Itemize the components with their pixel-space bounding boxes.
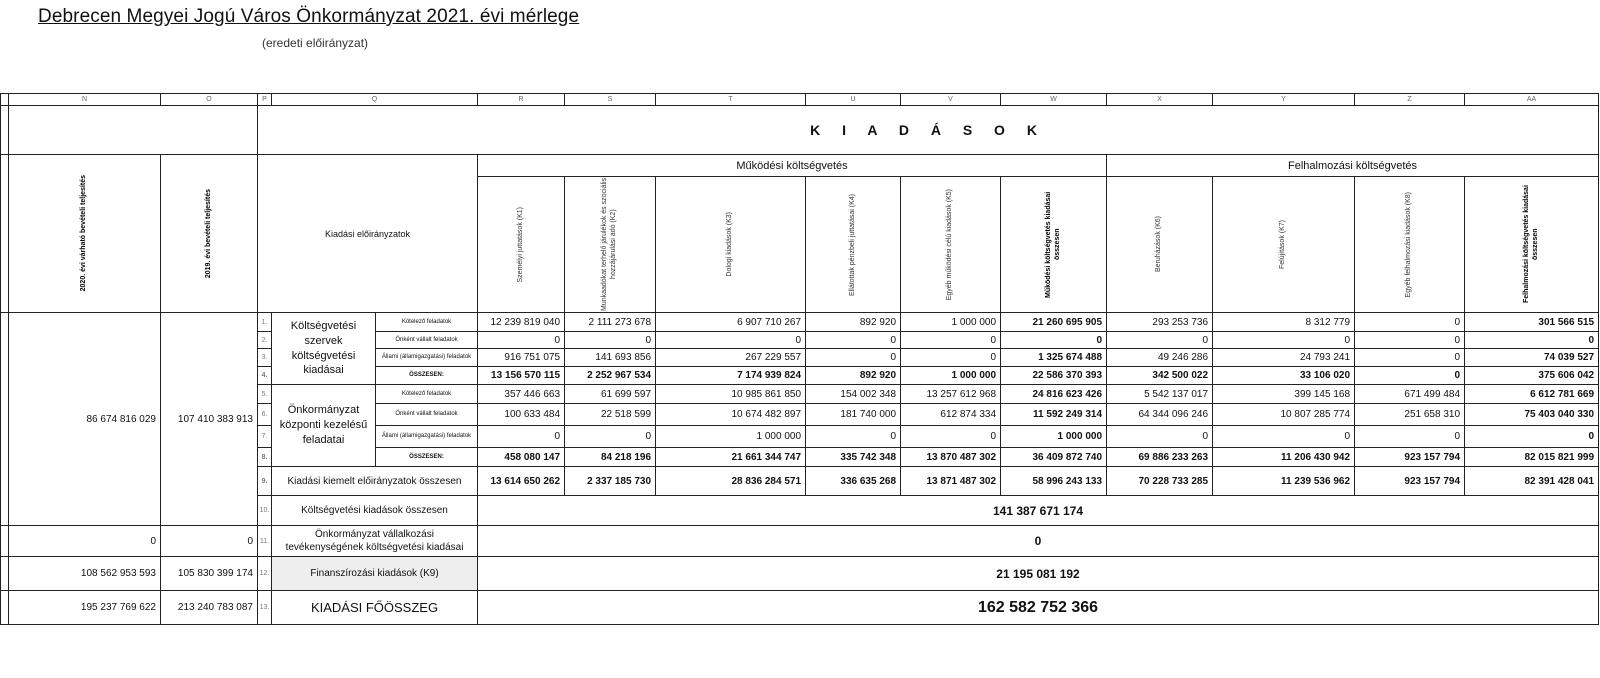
row-label: Kötelező feladatok	[376, 385, 478, 404]
budget-group-header-row	[1, 155, 1599, 177]
cell-k1: 357 446 663	[478, 385, 565, 404]
cell-mk: 11 592 249 314	[1001, 404, 1107, 426]
cell-k3: 6 907 710 267	[656, 313, 806, 332]
left-2019-value: 213 240 783 087	[161, 591, 258, 625]
cell-mk: 21 260 695 905	[1001, 313, 1107, 332]
row-number: 5.	[258, 385, 272, 404]
left-2019-value: 0	[161, 526, 258, 557]
col-letter: P	[258, 94, 272, 106]
cell-k8: 0	[1355, 367, 1465, 385]
cell-mk: 1 000 000	[1001, 426, 1107, 448]
col-2019-header: 2019. évi bevételi teljesítés	[161, 155, 258, 313]
cell-fk: 0	[1465, 332, 1599, 349]
cell-k6: 0	[1107, 332, 1213, 349]
felhalmozasi-header: Felhalmozási költségvetés	[1107, 155, 1599, 177]
cell-k7: 0	[1213, 332, 1355, 349]
group-koltsegvetesi-szervek: Költségvetési szervek költségvetési kiadásai	[272, 313, 376, 385]
cell-k4: 154 002 348	[806, 385, 901, 404]
grand-total-value: 162 582 752 366	[478, 591, 1599, 625]
k2-header: Munkaadókat terhelő járulékok és szociális hozzájárulási adó (K2)	[565, 177, 656, 313]
col-letter: Q	[272, 94, 478, 106]
cell-k1: 13 614 650 262	[478, 467, 565, 496]
cell-k3: 10 674 482 897	[656, 404, 806, 426]
cell-k2: 22 518 599	[565, 404, 656, 426]
cell-k4: 0	[806, 426, 901, 448]
cell-mk: 58 996 243 133	[1001, 467, 1107, 496]
cell-fk: 6 612 781 669	[1465, 385, 1599, 404]
cell-k8: 0	[1355, 426, 1465, 448]
left-2020-value: 0	[9, 526, 161, 557]
cell-k4: 336 635 268	[806, 467, 901, 496]
row-label: Önként vállalt feladatok	[376, 404, 478, 426]
cell-k4: 181 740 000	[806, 404, 901, 426]
row-label: ÖSSZESEN:	[376, 367, 478, 385]
cell-k2: 141 693 856	[565, 349, 656, 367]
row-number: 11.	[258, 526, 272, 557]
cell-k5: 13 257 612 968	[901, 385, 1001, 404]
k8-header: Egyéb felhalmozási kiadások (K8)	[1355, 177, 1465, 313]
k3-header: Dologi kiadások (K3)	[656, 177, 806, 313]
row-number: 7.	[258, 426, 272, 448]
left-2020-value: 195 237 769 622	[9, 591, 161, 625]
cell-mk: 0	[1001, 332, 1107, 349]
row-label: Finanszírozási kiadások (K9)	[272, 557, 478, 591]
cell-k1: 0	[478, 426, 565, 448]
col-letter: S	[565, 94, 656, 106]
cell-k4: 0	[806, 332, 901, 349]
table-row	[1, 313, 1599, 332]
group-onkormanyzat: Önkormányzat központi kezelésű feladatai	[272, 385, 376, 467]
cell-k2: 84 218 196	[565, 448, 656, 467]
table-row-total	[1, 557, 1599, 591]
col-letter: Y	[1213, 94, 1355, 106]
kiadasok-heading: K I A D Á S O K	[258, 106, 1599, 155]
left-2020-value: 108 562 953 593	[9, 557, 161, 591]
left-2019-value: 105 830 399 174	[161, 557, 258, 591]
k5-header: Egyéb működési célú kiadások (K5)	[901, 177, 1001, 313]
cell-k5: 1 000 000	[901, 367, 1001, 385]
table-row-total	[1, 526, 1599, 557]
cell-fk: 75 403 040 330	[1465, 404, 1599, 426]
cell-mk: 36 409 872 740	[1001, 448, 1107, 467]
table-row-grand-total	[1, 591, 1599, 625]
col-letter: O	[161, 94, 258, 106]
cell-k7: 11 206 430 942	[1213, 448, 1355, 467]
column-letter-row	[1, 94, 1599, 106]
row-label: Önkormányzat vállalkozási tevékenységének költségvetési kiadásai	[272, 526, 478, 557]
cell-k8: 0	[1355, 313, 1465, 332]
cell-k7: 33 106 020	[1213, 367, 1355, 385]
row-number: 3.	[258, 349, 272, 367]
cell-k5: 1 000 000	[901, 313, 1001, 332]
cell-k3: 10 985 861 850	[656, 385, 806, 404]
cell-k4: 892 920	[806, 367, 901, 385]
col-letter: N	[9, 94, 161, 106]
cell-k5: 0	[901, 426, 1001, 448]
col-2020-header: 2020. évi várható bevételi teljesítés	[9, 155, 161, 313]
row-number: 2.	[258, 332, 272, 349]
cell-k5: 612 874 334	[901, 404, 1001, 426]
cell-k2: 0	[565, 426, 656, 448]
cell-k1: 13 156 570 115	[478, 367, 565, 385]
row-label: Önként vállalt feladatok	[376, 332, 478, 349]
cell-k1: 12 239 819 040	[478, 313, 565, 332]
cell-k6: 64 344 096 246	[1107, 404, 1213, 426]
col-letter: Z	[1355, 94, 1465, 106]
row-label: Állami (államigazgatási) feladatok	[376, 426, 478, 448]
col-letter: X	[1107, 94, 1213, 106]
cell-k2: 2 252 967 534	[565, 367, 656, 385]
cell-k3: 1 000 000	[656, 426, 806, 448]
cell-fk: 82 015 821 999	[1465, 448, 1599, 467]
row-label: Kötelező feladatok	[376, 313, 478, 332]
row-value: 141 387 671 174	[478, 496, 1599, 526]
cell-mk: 24 816 623 426	[1001, 385, 1107, 404]
cell-k7: 24 793 241	[1213, 349, 1355, 367]
cell-k8: 671 499 484	[1355, 385, 1465, 404]
cell-k3: 21 661 344 747	[656, 448, 806, 467]
cell-k7: 399 145 168	[1213, 385, 1355, 404]
cell-k8: 0	[1355, 349, 1465, 367]
cell-fk: 82 391 428 041	[1465, 467, 1599, 496]
cell-k2: 2 111 273 678	[565, 313, 656, 332]
cell-k8: 251 658 310	[1355, 404, 1465, 426]
cell-fk: 375 606 042	[1465, 367, 1599, 385]
cell-k1: 0	[478, 332, 565, 349]
col-letter: AA	[1465, 94, 1599, 106]
row-label: KIADÁSI FŐÖSSZEG	[272, 591, 478, 625]
cell-k5: 0	[901, 349, 1001, 367]
page-title: Debrecen Megyei Jogú Város Önkormányzat 2021. évi mérlege	[38, 6, 580, 27]
row-number: 12.	[258, 557, 272, 591]
cell-k6: 342 500 022	[1107, 367, 1213, 385]
cell-k3: 28 836 284 571	[656, 467, 806, 496]
row-number: 6.	[258, 404, 272, 426]
row-label: ÖSSZESEN:	[376, 448, 478, 467]
row-label: Költségvetési kiadások összesen	[272, 496, 478, 526]
row-label: Állami (államigazgatási) feladatok	[376, 349, 478, 367]
cell-fk: 74 039 527	[1465, 349, 1599, 367]
cell-k4: 0	[806, 349, 901, 367]
cell-k4: 335 742 348	[806, 448, 901, 467]
cell-fk: 0	[1465, 426, 1599, 448]
left-2020-value: 86 674 816 029	[9, 313, 161, 526]
cell-k8: 923 157 794	[1355, 448, 1465, 467]
mk-total-header: Működési költségvetés kiadásai összesen	[1001, 177, 1107, 313]
cell-k2: 0	[565, 332, 656, 349]
cell-k8: 923 157 794	[1355, 467, 1465, 496]
col-letter: W	[1001, 94, 1107, 106]
kiadasok-header-row	[1, 106, 1599, 155]
cell-k5: 0	[901, 332, 1001, 349]
cell-k6: 70 228 733 285	[1107, 467, 1213, 496]
cell-k5: 13 871 487 302	[901, 467, 1001, 496]
cell-k1: 916 751 075	[478, 349, 565, 367]
cell-mk: 1 325 674 488	[1001, 349, 1107, 367]
cell-mk: 22 586 370 393	[1001, 367, 1107, 385]
col-letter: V	[901, 94, 1001, 106]
cell-k8: 0	[1355, 332, 1465, 349]
cell-k3: 267 229 557	[656, 349, 806, 367]
cell-k7: 0	[1213, 426, 1355, 448]
cell-k6: 5 542 137 017	[1107, 385, 1213, 404]
balance-table	[0, 93, 1599, 625]
row-label: Kiadási kiemelt előirányzatok összesen	[272, 467, 478, 496]
row-value: 0	[478, 526, 1599, 557]
cell-k3: 0	[656, 332, 806, 349]
k4-header: Ellátottak pénzbeli juttatásai (K4)	[806, 177, 901, 313]
cell-k6: 49 246 286	[1107, 349, 1213, 367]
page-subtitle: (eredeti előirányzat)	[262, 36, 369, 50]
row-number: 8.	[258, 448, 272, 467]
cell-fk: 301 566 515	[1465, 313, 1599, 332]
cell-k3: 7 174 939 824	[656, 367, 806, 385]
cell-k6: 0	[1107, 426, 1213, 448]
cell-k6: 293 253 736	[1107, 313, 1213, 332]
cell-k1: 458 080 147	[478, 448, 565, 467]
k7-header: Felújítások (K7)	[1213, 177, 1355, 313]
eloiranyzatok-header: Kiadási előirányzatok	[258, 155, 478, 313]
cell-k7: 11 239 536 962	[1213, 467, 1355, 496]
k6-header: Beruházások (K6)	[1107, 177, 1213, 313]
cell-k6: 69 886 233 263	[1107, 448, 1213, 467]
k1-header: Személyi juttatások (K1)	[478, 177, 565, 313]
col-letter: T	[656, 94, 806, 106]
row-value: 21 195 081 192	[478, 557, 1599, 591]
cell-k5: 13 870 487 302	[901, 448, 1001, 467]
cell-k7: 10 807 285 774	[1213, 404, 1355, 426]
cell-k7: 8 312 779	[1213, 313, 1355, 332]
row-number: 10.	[258, 496, 272, 526]
fk-total-header: Felhalmozási költségvetés kiadásai összesen	[1465, 177, 1599, 313]
row-number: 9.	[258, 467, 272, 496]
col-letter: R	[478, 94, 565, 106]
cell-k2: 2 337 185 730	[565, 467, 656, 496]
cell-k1: 100 633 484	[478, 404, 565, 426]
col-letter: U	[806, 94, 901, 106]
mukodesi-header: Működési költségvetés	[478, 155, 1107, 177]
row-number: 4.	[258, 367, 272, 385]
row-number: 1.	[258, 313, 272, 332]
left-2019-value: 107 410 383 913	[161, 313, 258, 526]
cell-k4: 892 920	[806, 313, 901, 332]
row-number: 13.	[258, 591, 272, 625]
cell-k2: 61 699 597	[565, 385, 656, 404]
